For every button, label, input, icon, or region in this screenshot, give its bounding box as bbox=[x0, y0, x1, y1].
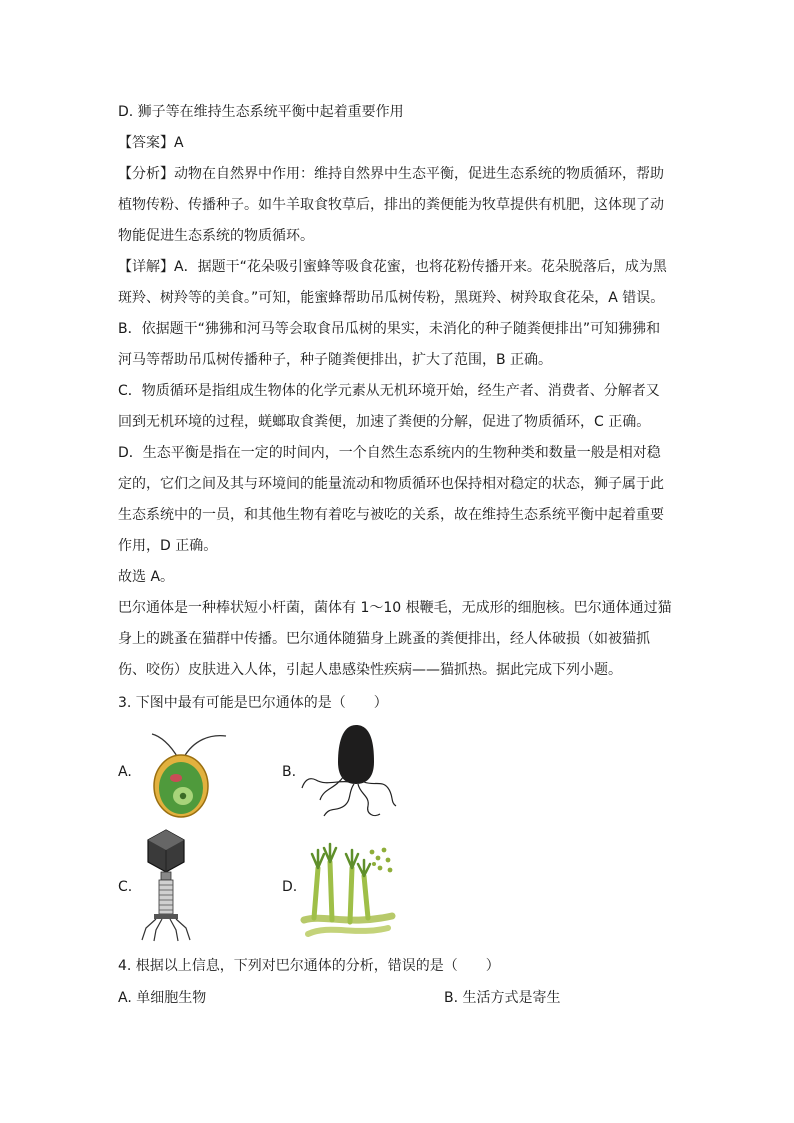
detail-line-8: 定的，它们之间及其与环境间的能量流动和物质循环也保持相对稳定的状态，狮子属于此 bbox=[118, 476, 664, 492]
q3-option-b-label[interactable]: B. bbox=[282, 764, 297, 780]
q4-option-a[interactable]: A. 单细胞生物 bbox=[118, 990, 207, 1006]
q3-option-a-label[interactable]: A. bbox=[118, 764, 132, 780]
detail-line-2: 斑羚、树羚等的美食。”可知，能蜜蜂帮助吊瓜树传粉，黑斑羚、树羚取食花朵，A 错误。 bbox=[118, 290, 665, 306]
q3-option-c-label[interactable]: C. bbox=[118, 879, 133, 895]
passage-line-1: 巴尔通体是一种棒状短小杆菌，菌体有 1～10 根鞭毛，无成形的细胞核。巴尔通体通过猫 bbox=[118, 600, 672, 616]
bacteriophage-image[interactable] bbox=[138, 828, 194, 942]
answer-line: 【答案】A bbox=[118, 135, 184, 151]
question-4-stem: 4. 根据以上信息，下列对巴尔通体的分析，错误的是（ ） bbox=[118, 958, 500, 974]
flagellate-cell-image[interactable] bbox=[140, 728, 240, 820]
bacillus-with-flagella-image[interactable] bbox=[300, 720, 400, 820]
detail-line-4: 河马等帮助吊瓜树传播种子，种子随粪便排出，扩大了范围，B 正确。 bbox=[118, 352, 553, 368]
q4-option-b[interactable]: B. 生活方式是寄生 bbox=[444, 990, 561, 1006]
question-3-stem: 3. 下图中最有可能是巴尔通体的是（ ） bbox=[118, 695, 388, 711]
detail-line-1: 【详解】A．据题干“花朵吸引蜜蜂等吸食花蜜，也将花粉传播开来。花朵脱落后，成为黑 bbox=[118, 259, 667, 275]
mold-fungus-image[interactable] bbox=[300, 838, 396, 940]
analysis-line-1: 【分析】动物在自然界中作用：维持自然界中生态平衡，促进生态系统的物质循环，帮助 bbox=[118, 166, 664, 182]
detail-line-5: C．物质循环是指组成生物体的化学元素从无机环境开始，经生产者、消费者、分解者又 bbox=[118, 383, 660, 399]
detail-line-3: B．依据题干“狒狒和河马等会取食吊瓜树的果实，未消化的种子随粪便排出”可知狒狒和 bbox=[118, 321, 661, 337]
passage-line-3: 伤、咬伤）皮肤进入人体，引起人患感染性疾病——猫抓热。据此完成下列小题。 bbox=[118, 662, 622, 678]
conclusion-line: 故选 A。 bbox=[118, 569, 175, 585]
analysis-line-3: 物能促进生态系统的物质循环。 bbox=[118, 228, 314, 244]
detail-line-7: D．生态平衡是指在一定的时间内，一个自然生态系统内的生物种类和数量一般是相对稳 bbox=[118, 445, 661, 461]
option-d-line: D. 狮子等在维持生态系统平衡中起着重要作用 bbox=[118, 104, 404, 120]
detail-line-10: 作用，D 正确。 bbox=[118, 538, 218, 554]
detail-line-6: 回到无机环境的过程，蜣螂取食粪便，加速了粪便的分解，促进了物质循环，C 正确。 bbox=[118, 414, 651, 430]
analysis-line-2: 植物传粉、传播种子。如牛羊取食牧草后，排出的粪便能为牧草提供有机肥，这体现了动 bbox=[118, 197, 664, 213]
q3-option-d-label[interactable]: D. bbox=[282, 879, 298, 895]
passage-line-2: 身上的跳蚤在猫群中传播。巴尔通体随猫身上跳蚤的粪便排出，经人体破损（如被猫抓 bbox=[118, 631, 650, 647]
detail-line-9: 生态系统中的一员，和其他生物有着吃与被吃的关系，故在维持生态系统平衡中起着重要 bbox=[118, 507, 664, 523]
